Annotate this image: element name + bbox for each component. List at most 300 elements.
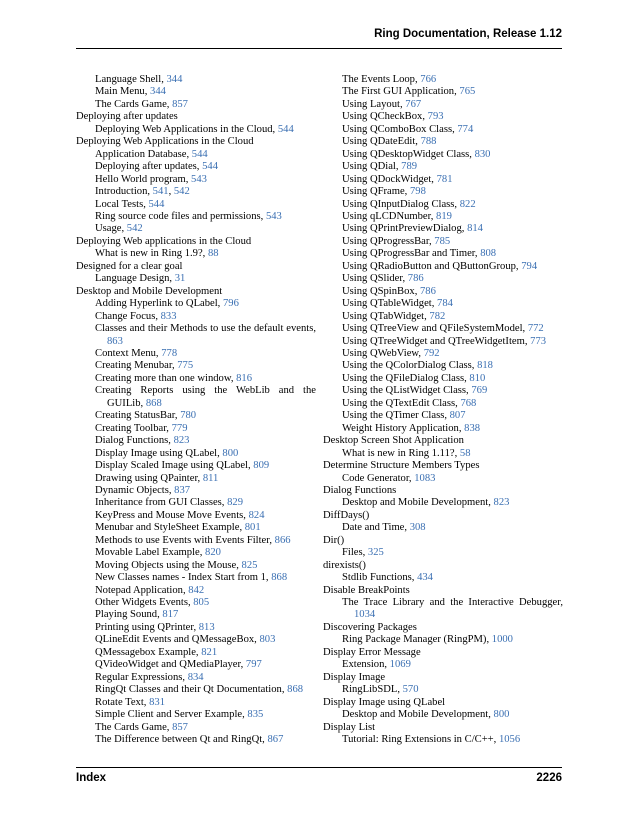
page-link[interactable]: 805 [193, 597, 210, 609]
page-link[interactable]: 857 [172, 721, 188, 733]
index-term [76, 236, 316, 248]
page-link[interactable]: 835 [247, 709, 264, 721]
entry-text: Notepad Application, [95, 584, 189, 596]
index-subentry [76, 522, 316, 534]
page-link[interactable]: 823 [173, 435, 190, 447]
index-subentry [323, 547, 563, 559]
entry-text: Using QCheckBox, [342, 111, 428, 123]
page-link[interactable]: 796 [222, 298, 239, 310]
index-term [323, 585, 563, 597]
index-subentry [323, 360, 563, 372]
entry-text: Application Database, [95, 148, 192, 160]
index-subentry [76, 647, 316, 659]
page-link[interactable]: 823 [493, 497, 510, 509]
entry-text: The Difference between Qt and RingQt, [95, 734, 268, 746]
index-subentry [76, 622, 316, 634]
index-subentry [76, 485, 316, 497]
index-subentry [76, 448, 316, 460]
index-term [76, 261, 316, 273]
entry-text: Using QDockWidget, [342, 173, 437, 185]
index-subentry [323, 734, 563, 746]
page-link[interactable]: 88 [207, 248, 219, 260]
index-term [323, 647, 563, 659]
entry-text: Change Focus, [95, 310, 161, 322]
entry-text: QLineEdit Events and QMessageBox, [95, 634, 260, 646]
index-term [323, 435, 563, 447]
entry-text: Creating more than one window, [95, 372, 237, 384]
page-link[interactable]: 797 [245, 659, 262, 671]
page-link[interactable]: 820 [205, 547, 221, 559]
index-subentry [76, 99, 316, 111]
page-link[interactable]: 308 [409, 522, 426, 534]
page-link[interactable]: 782 [429, 310, 446, 322]
index-subentry [76, 248, 316, 260]
index-subentry [323, 373, 563, 385]
page-link[interactable]: 837 [174, 484, 191, 496]
entry-text: Desktop and Mobile Development, [342, 709, 494, 721]
page-link[interactable]: 798 [409, 186, 426, 198]
page-link[interactable]: 830 [474, 148, 491, 160]
entry-text: Adding Hyperlink to QLabel, [95, 298, 223, 310]
index-subentry [76, 149, 316, 161]
index-subentry [323, 473, 563, 485]
page-link[interactable]: 801 [244, 522, 261, 534]
index-subentry [323, 111, 563, 123]
page-link[interactable]: 829 [227, 497, 243, 509]
page-link[interactable]: 816 [236, 372, 253, 384]
entry-text: Dialog Functions, [95, 435, 174, 447]
index-subentry [76, 585, 316, 597]
page-link[interactable]: 842 [188, 584, 205, 596]
entry-text: Using qLCDNumber, [342, 210, 437, 222]
index-subentry [76, 174, 316, 186]
entry-text: Using QSlider, [342, 273, 408, 285]
page-link[interactable]: 1069 [389, 659, 411, 671]
page-link[interactable]: 807 [449, 410, 466, 422]
index-term [76, 111, 316, 123]
page-link[interactable]: 838 [464, 422, 481, 434]
page-link[interactable]: 786 [420, 285, 436, 297]
entry-text: Using QDial, [342, 161, 402, 173]
entry-text: Display Scaled Image using QLabel, [95, 460, 254, 472]
page-link[interactable]: 803 [259, 634, 276, 646]
entry-text: Using Layout, [342, 98, 406, 110]
index-subentry [76, 435, 316, 447]
page-link[interactable]: 785 [434, 235, 451, 247]
entry-text: The Trace Library and the Interactive Debugger, [342, 597, 563, 609]
page-link[interactable]: 544 [277, 123, 294, 135]
entry-text: Using QTableWidget, [342, 298, 438, 310]
index-subentry [76, 348, 316, 360]
entry-text: Creating Menubar, [95, 360, 178, 372]
index-subentry [76, 199, 316, 211]
index-term [323, 722, 563, 734]
page-link[interactable]: 325 [367, 547, 384, 559]
page-link[interactable]: 800 [222, 447, 239, 459]
page-header-title: Ring Documentation, Release 1.12 [374, 28, 562, 40]
index-subentry [76, 273, 316, 285]
index-subentry [76, 672, 316, 684]
index-subentry [76, 124, 316, 136]
entry-text: DiffDays() [323, 509, 370, 521]
entry-text: Playing Sound, [95, 609, 163, 621]
page-link[interactable]: 769 [471, 385, 488, 397]
entry-text: Deploying Web Applications in the Cloud, [95, 123, 278, 135]
index-subentry [323, 236, 563, 248]
header-divider [76, 48, 562, 49]
page-link[interactable]: 794 [521, 260, 538, 272]
entry-text: Ring Package Manager (RingPM), [342, 634, 492, 646]
entry-text: Deploying after updates [76, 111, 178, 123]
entry-text: Language Design, [95, 273, 175, 285]
index-subentry [323, 572, 563, 584]
index-term [323, 697, 563, 709]
page-link[interactable]: 824 [248, 509, 265, 521]
footer-page-number: 2226 [536, 772, 562, 784]
entry-text: Methods to use Events with Events Filter, [95, 534, 275, 546]
page-link[interactable]: 544 [148, 198, 165, 210]
page-link[interactable]: 773 [530, 335, 547, 347]
page-link[interactable]: 825 [241, 559, 258, 571]
index-subentry [323, 136, 563, 148]
page-link[interactable]: 58 [459, 447, 471, 459]
page-link[interactable]: 811 [202, 472, 219, 484]
index-subentry [76, 373, 316, 385]
page-link[interactable]: 817 [162, 609, 179, 621]
index-subentry [76, 385, 316, 410]
entry-text: Display Image using QLabel [323, 696, 446, 708]
page-link[interactable]: 1056 [498, 734, 521, 746]
entry-text: Deploying after updates, [95, 161, 203, 173]
page-link[interactable]: 788 [420, 136, 437, 148]
footer-divider [76, 767, 562, 768]
page-link[interactable]: 541 [152, 186, 169, 198]
page-link[interactable]: 767 [405, 98, 422, 110]
index-subentry [76, 323, 316, 348]
page-link[interactable]: 808 [480, 248, 497, 260]
index-subentry [323, 298, 563, 310]
index-subentry [323, 348, 563, 360]
page-link[interactable]: 766 [420, 74, 437, 85]
page-link[interactable]: 1083 [414, 472, 436, 484]
index-subentry [323, 74, 563, 86]
index-subentry [323, 659, 563, 671]
entry-text: Using QProgressBar and Timer, [342, 248, 481, 260]
index-subentry [323, 211, 563, 223]
entry-text: The First GUI Application, [342, 86, 460, 98]
index-subentry [76, 510, 316, 522]
index-term [76, 286, 316, 298]
entry-text: direxists() [323, 559, 366, 571]
page-link[interactable]: 786 [407, 273, 424, 285]
index-subentry [323, 161, 563, 173]
index-subentry [323, 149, 563, 161]
entry-text: Tutorial: Ring Extensions in C/C++, [342, 734, 499, 746]
entry-text: Using QTreeView and QFileSystemModel, [342, 323, 528, 335]
index-subentry [76, 86, 316, 98]
entry-text: Ring source code files and permissions, [95, 210, 266, 222]
entry-text: Other Widgets Events, [95, 597, 194, 609]
entry-text: Display Image [323, 671, 386, 683]
entry-text: Determine Structure Members Types [323, 460, 480, 472]
index-subentry [76, 535, 316, 547]
page-link[interactable]: 778 [161, 347, 178, 359]
page-link[interactable]: 863 [107, 335, 123, 347]
index-subentry: Introduction, 541, 542 [95, 186, 190, 198]
page-link[interactable]: 868 [287, 684, 304, 696]
entry-text: Dynamic Objects, [95, 484, 175, 496]
index-subentry [323, 398, 563, 410]
page-link[interactable]: 772 [527, 323, 544, 335]
index-subentry [323, 385, 563, 397]
index-term [323, 560, 563, 572]
page-link[interactable]: 768 [460, 397, 477, 409]
entry-text: Using QTabWidget, [342, 310, 430, 322]
page-link[interactable]: 775 [177, 360, 194, 372]
entry-text: Dir() [323, 534, 345, 546]
entry-text: Stdlib Functions, [342, 572, 418, 584]
page-link[interactable]: 780 [180, 410, 197, 422]
index-subentry [76, 560, 316, 572]
entry-text: Rotate Text, [95, 696, 150, 708]
page-link[interactable]: 831 [149, 696, 165, 708]
entry-text: Dialog Functions [323, 484, 397, 496]
index-term [323, 460, 563, 472]
page-link[interactable]: 779 [171, 422, 188, 434]
index-subentry [323, 634, 563, 646]
entry-text: Deploying Web applications in the Cloud [76, 235, 252, 247]
entry-text: Using QProgressBar, [342, 235, 435, 247]
page-link[interactable]: 809 [253, 460, 270, 472]
index-subentry [76, 161, 316, 173]
entry-text: What is new in Ring 1.11?, [342, 447, 460, 459]
index-subentry [76, 473, 316, 485]
index-subentry [76, 547, 316, 559]
index-subentry [323, 273, 563, 285]
page-link[interactable]: 866 [274, 534, 291, 546]
page-link[interactable]: 822 [459, 198, 476, 210]
entry-text: Language Shell, [95, 74, 167, 85]
entry-text: Creating Reports using the WebLib and the GUILib, [95, 385, 316, 409]
index-subentry [76, 497, 316, 509]
page-link[interactable]: 544 [191, 148, 208, 160]
entry-text: Menubar and StyleSheet Example, [95, 522, 245, 534]
entry-text: Creating Toolbar, [95, 422, 172, 434]
page-link[interactable]: 810 [469, 372, 486, 384]
page-link[interactable]: 819 [436, 210, 452, 222]
page-link[interactable]: 781 [436, 173, 453, 185]
entry-text: Using QRadioButton and QButtonGroup, [342, 260, 522, 272]
entry-text: QMessagebox Example, [95, 646, 202, 658]
entry-text: New Classes names - Index Start from 1, [95, 572, 272, 584]
index-subentry [323, 336, 563, 348]
entry-text: KeyPress and Mouse Move Events, [95, 509, 249, 521]
index-subentry [76, 410, 316, 422]
page-link[interactable]: 344 [150, 86, 166, 98]
entry-text: Display List [323, 721, 376, 733]
index-subentry [76, 360, 316, 372]
entry-text: Desktop and Mobile Development, [342, 497, 494, 509]
entry-text: RingLibSDL, [342, 684, 403, 696]
page-link[interactable]: 821 [201, 646, 218, 658]
page-link[interactable]: 765 [459, 86, 476, 98]
entry-text: Hello World program, [95, 173, 192, 185]
index-subentry [323, 124, 563, 136]
page-link[interactable]: 542 [126, 223, 143, 235]
entry-text: Using the QTimer Class, [342, 410, 450, 422]
index-term [323, 672, 563, 684]
index-subentry [323, 186, 563, 198]
entry-text: Using the QListWidget Class, [342, 385, 472, 397]
index-subentry [323, 448, 563, 460]
entry-text: Weight History Application, [342, 422, 465, 434]
index-subentry [76, 298, 316, 310]
page-link[interactable]: 31 [174, 273, 186, 285]
index-column-right [323, 74, 563, 746]
entry-text: The Cards Game, [95, 721, 173, 733]
page-link[interactable]: 542 [173, 186, 190, 198]
page-link[interactable]: 570 [402, 684, 419, 696]
page-link[interactable]: 543 [265, 210, 282, 222]
index-subentry [323, 522, 563, 534]
index-term [323, 535, 563, 547]
index-subentry [76, 609, 316, 621]
index-subentry [76, 211, 316, 223]
index-term [323, 510, 563, 522]
index-subentry [323, 311, 563, 323]
entry-text: Using QWebView, [342, 347, 424, 359]
entry-text: Disable BreakPoints [323, 584, 410, 596]
page-link[interactable]: 813 [198, 621, 215, 633]
entry-text: Display Error Message [323, 646, 421, 658]
entry-text: Extension, [342, 659, 390, 671]
index-term [76, 136, 316, 148]
entry-text: Movable Label Example, [95, 547, 206, 559]
index-subentry [323, 597, 563, 622]
footer-section-label: Index [76, 772, 107, 784]
index-subentry [76, 223, 316, 235]
page-link[interactable]: 434 [417, 572, 433, 584]
index-subentry [76, 709, 316, 721]
index-subentry [323, 248, 563, 260]
entry-text: Using the QFileDialog Class, [342, 372, 470, 384]
entry-text: Usage, [95, 223, 127, 235]
index-term [323, 485, 563, 497]
index-subentry [76, 734, 316, 746]
page-link[interactable]: 814 [467, 223, 483, 235]
index-subentry [323, 497, 563, 509]
entry-text: Display Image using QLabel, [95, 447, 223, 459]
entry-text: Using QFrame, [342, 186, 410, 198]
page-link[interactable]: 543 [191, 173, 207, 185]
index-subentry [76, 597, 316, 609]
page-link[interactable]: 784 [437, 298, 453, 310]
entry-text: Printing using QPrinter, [95, 621, 199, 633]
entry-text: Deploying Web Applications in the Cloud [76, 136, 254, 148]
index-subentry [323, 423, 563, 435]
page-link[interactable]: 774 [457, 123, 474, 135]
entry-text: Main Menu, [95, 86, 151, 98]
entry-text: RingQt Classes and their Qt Documentation, [95, 684, 288, 696]
entry-text: Classes and their Methods to use the default events, [95, 323, 316, 335]
index-subentry [76, 722, 316, 734]
entry-text: The Events Loop, [342, 74, 421, 85]
entry-text: Using the QColorDialog Class, [342, 360, 478, 372]
page-link[interactable]: 344 [166, 74, 183, 85]
entry-text: Using QComboBox Class, [342, 123, 458, 135]
index-subentry [323, 86, 563, 98]
index-subentry [76, 659, 316, 671]
page-link[interactable]: 833 [160, 310, 177, 322]
page-link[interactable]: 789 [401, 161, 418, 173]
page-link[interactable]: 792 [423, 347, 440, 359]
entry-text: Local Tests, [95, 198, 149, 210]
entry-text: What is new in Ring 1.9?, [95, 248, 208, 260]
page-link[interactable]: 834 [187, 671, 204, 683]
entry-text: Using QSpinBox, [342, 285, 420, 297]
index-subentry [323, 709, 563, 721]
index-subentry [76, 634, 316, 646]
entry-text: QVideoWidget and QMediaPlayer, [95, 659, 246, 671]
entry-text: Desktop and Mobile Development [76, 285, 223, 297]
page-link[interactable]: 1034 [354, 609, 376, 621]
entry-text: Using QPrintPreviewDialog, [342, 223, 468, 235]
index-subentry [76, 697, 316, 709]
entry-text: Context Menu, [95, 347, 162, 359]
page-link[interactable]: 800 [493, 709, 510, 721]
entry-text: Desktop Screen Shot Application [323, 435, 464, 447]
index-subentry [323, 684, 563, 696]
entry-text: Drawing using QPainter, [95, 472, 203, 484]
page-link[interactable]: 867 [267, 734, 284, 746]
index-subentry [323, 261, 563, 273]
index-subentry [323, 223, 563, 235]
index-subentry [323, 323, 563, 335]
entry-text: Using QDateEdit, [342, 136, 421, 148]
entry-text: Simple Client and Server Example, [95, 709, 248, 721]
entry-text: Using QInputDialog Class, [342, 198, 460, 210]
entry-text: Files, [342, 547, 368, 559]
page-link[interactable]: 857 [172, 98, 188, 110]
page-link[interactable]: 1000 [491, 634, 513, 646]
entry-text: Using the QTextEdit Class, [342, 397, 461, 409]
index-subentry [76, 423, 316, 435]
entry-text: Creating StatusBar, [95, 410, 181, 422]
entry-text: Designed for a clear goal [76, 260, 183, 272]
index-subentry [323, 199, 563, 211]
page-link[interactable]: 793 [427, 111, 444, 123]
index-term [323, 622, 563, 634]
page-link[interactable]: 544 [202, 161, 218, 173]
page-link[interactable]: 868 [271, 572, 288, 584]
index-subentry [323, 99, 563, 111]
index-subentry [323, 174, 563, 186]
entry-text: Inheritance from GUI Classes, [95, 497, 228, 509]
entry-text: Introduction, [95, 186, 153, 198]
page-link[interactable]: 818 [477, 360, 493, 372]
index-subentry [76, 74, 316, 86]
entry-text: Discovering Packages [323, 621, 417, 633]
entry-text: Regular Expressions, [95, 671, 188, 683]
entry-text: Date and Time, [342, 522, 410, 534]
page-link[interactable]: 868 [145, 397, 162, 409]
entry-text: Using QTreeWidget and QTreeWidgetItem, [342, 335, 531, 347]
index-subentry [323, 410, 563, 422]
index-subentry [76, 460, 316, 472]
index-subentry [76, 311, 316, 323]
entry-text: The Cards Game, [95, 98, 173, 110]
index-column-left [76, 74, 316, 746]
